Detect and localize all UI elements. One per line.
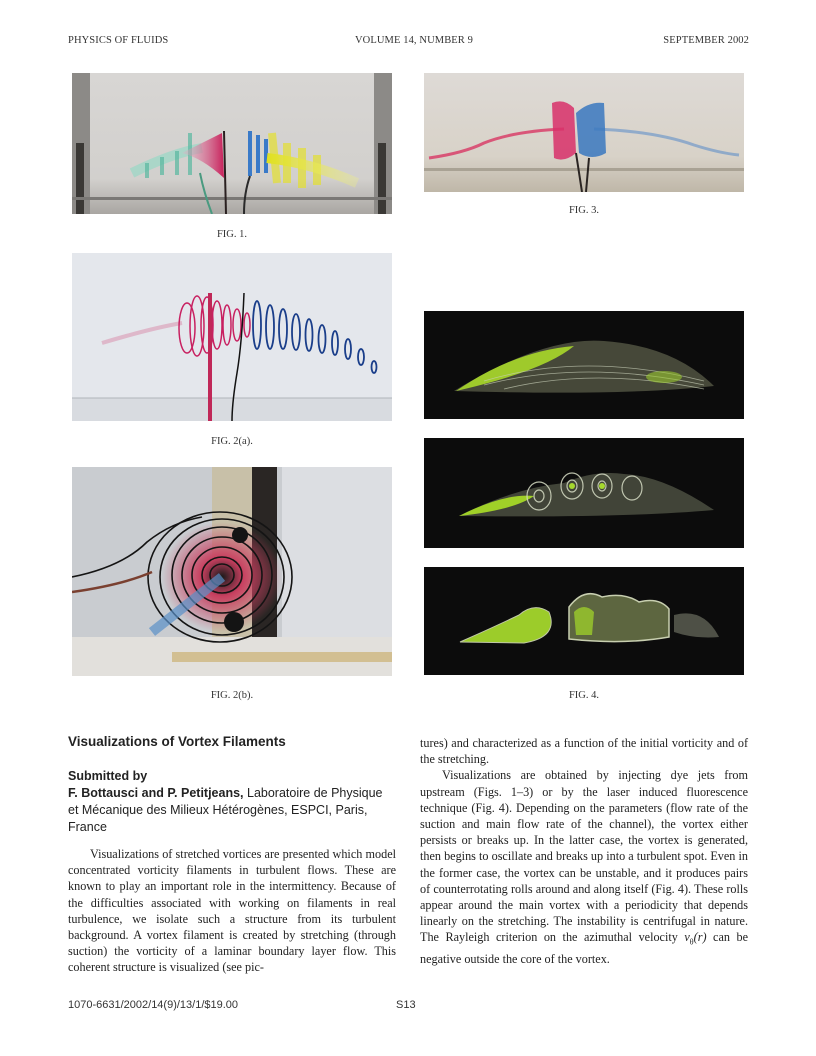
authors: F. Bottausci and P. Petitjeans,: [68, 786, 244, 800]
figure-1-caption: FIG. 1.: [216, 229, 248, 240]
figure-3-caption: FIG. 3.: [568, 205, 600, 216]
submitted-by-label: Submitted by: [68, 769, 148, 783]
left-column: [68, 846, 396, 976]
paragraph-2-text-b: can be negative outside the core of the vortex.: [420, 930, 749, 967]
footer-code: 1070-6631/2002/14(9)/13/1/$19.00: [68, 999, 239, 1011]
figure-4-panel-2: [424, 438, 744, 548]
figure-2b-caption: FIG. 2(b).: [210, 690, 254, 701]
figure-4-panel-1: [424, 311, 744, 419]
figure-2a-caption: FIG. 2(a).: [211, 436, 253, 447]
velocity-subscript: θ: [689, 937, 694, 947]
figure-4-panel-3: [424, 567, 744, 675]
velocity-symbol: v: [684, 930, 690, 945]
paragraph-1-continued: tures) and characterized as a function of the initial vorticity and of the stretching.: [420, 736, 748, 767]
page-number: S13: [396, 999, 416, 1011]
paragraph-2-text-a: Visualizations are obtained by injecting dye jets from upstream (Figs. 1–3) or by the laser induced fluorescence technique (Fig. 4). Depending on the parameters (flow rate of the suction and main flow rate of the channel), the vortex either persists or breaks up. In the latter case, the vortex is generated, then begins to oscillate and breaks up into a turbulent spot. Even in the former case, the vortex can be unstable, and it produces pairs of counterrotating rolls around and along itself (Fig. 4). These rolls appear around the main vortex with a periodicity that depends linearly on the stretching. The instability is centrifugal in nature. The Rayleigh criterion on the azimuthal velocity: [420, 768, 748, 945]
figure-2a-image: [72, 253, 392, 421]
right-column: [420, 735, 748, 967]
byline: [68, 768, 396, 836]
running-head-date: SEPTEMBER 2002: [663, 35, 749, 46]
figure-4-caption: FIG. 4.: [568, 690, 600, 701]
figure-1-image: [72, 73, 392, 214]
velocity-argument: (r): [693, 930, 707, 945]
figure-2b-image: [72, 467, 392, 676]
affiliation: Laboratoire de Physique et Mécanique des Milieux Hétérogènes, ESPCI, Paris, France: [68, 786, 383, 834]
running-head-volume: VOLUME 14, NUMBER 9: [355, 35, 473, 46]
article-title: Visualizations of Vortex Filaments: [68, 734, 286, 749]
paragraph-1: Visualizations of stretched vortices are presented which model concentrated vorticity filaments in turbulent flows. These are known to play an important role in the intermittency. Because of the difficulties associated with working on filaments in real turbulence, we isolate such a structure from its turbulent background. A vortex filament is created by stretching (through suction) the vorticity of a laminar boundary layer flow. This coherent structure is visualized (see pic-: [68, 847, 396, 975]
figure-3-image: [424, 73, 744, 192]
running-head-journal: PHYSICS OF FLUIDS: [68, 35, 169, 46]
paragraph-2: [420, 767, 748, 967]
